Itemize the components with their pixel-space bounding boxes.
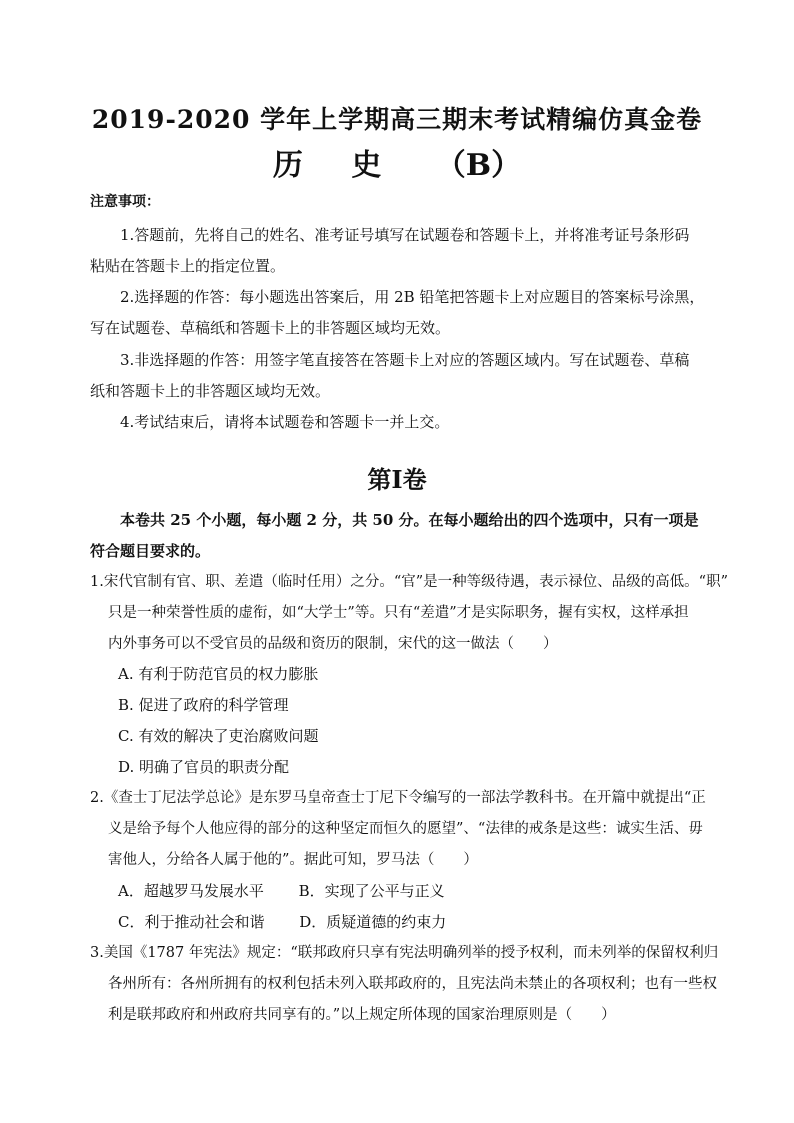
subject-char-2: 史 <box>351 148 382 183</box>
question-1-stem: 1.宋代官制有官、职、差遣（临时任用）之分。“官”是一种等级待遇，表示禄位、品级的高低。“职” <box>90 574 728 590</box>
question-1-stem: 只是一种荣誉性质的虚衔，如“大学士”等。只有“差遣”才是实际职务，握有实权，这样承担 <box>108 605 689 621</box>
question-1-option-a: A. 有利于防范官员的权力膨胀 <box>118 665 319 683</box>
question-1-option-d: D. 明确了官员的职责分配 <box>118 758 290 776</box>
question-2-stem: 义是给予每个人他应得的部分的这种坚定而恒久的愿望”、“法律的戒条是这些：诚实生活、毋 <box>108 821 703 837</box>
section-instruction: 本卷共 25 个小题，每小题 2 分，共 50 分。在每小题给出的四个选项中，只有一项是 <box>120 511 699 529</box>
exam-title: 2019-2020 学年上学期高三期末考试精编仿真金卷 <box>91 105 703 134</box>
notice-line: 3.非选择题的作答：用签字笔直接答在答题卡上对应的答题区域内。写在试题卷、草稿 <box>120 351 690 369</box>
notice-line: 4.考试结束后，请将本试题卷和答题卡一并上交。 <box>120 413 450 431</box>
section-instruction: 符合题目要求的。 <box>90 542 211 560</box>
notice-line: 粘贴在答题卡上的指定位置。 <box>90 257 286 275</box>
question-1-stem: 内外事务可以不受官员的品级和资历的限制，宋代的这一做法（ ） <box>108 636 558 652</box>
notice-line: 纸和答题卡上的非答题区域均无效。 <box>90 382 331 400</box>
question-2-stem: 2.《查士丁尼法学总论》是东罗马皇帝查士丁尼下令编写的一部法学教科书。在开篇中就提出“正 <box>90 790 706 806</box>
question-2-options-cd: C．利于推动社会和谐 D．质疑道德的约束力 <box>118 913 447 931</box>
section-title: 第Ⅰ卷 <box>367 465 427 494</box>
notice-heading: 注意事项： <box>90 194 160 210</box>
notice-line: 2.选择题的作答：每小题选出答案后，用 2B 铅笔把答题卡上对应题目的答案标号涂黑， <box>120 288 705 306</box>
question-3-stem: 利是联邦政府和州政府共同享有的。”以上规定所体现的国家治理原则是（ ） <box>108 1007 616 1023</box>
paper-version: （B） <box>435 148 522 183</box>
question-2-stem: 害他人，分给各人属于他的”。据此可知，罗马法（ ） <box>108 852 478 868</box>
question-1-option-b: B. 促进了政府的科学管理 <box>118 696 289 714</box>
notice-line: 1.答题前，先将自己的姓名、准考证号填写在试题卷和答题卡上，并将准考证号条形码 <box>120 226 690 244</box>
notice-line: 写在试题卷、草稿纸和答题卡上的非答题区域均无效。 <box>90 319 451 337</box>
question-2-options-ab: A．超越罗马发展水平 B．实现了公平与正义 <box>118 882 445 900</box>
question-3-stem: 3.美国《1787 年宪法》规定：“联邦政府只享有宪法明确列举的授予权利，而未列举的保留权利归 <box>90 945 719 961</box>
question-1-option-c: C. 有效的解决了吏治腐败问题 <box>118 727 319 745</box>
subject-heading <box>0 140 794 184</box>
subject-char-1: 历 <box>272 148 303 183</box>
question-3-stem: 各州所有：各州所拥有的权利包括未列入联邦政府的，且宪法尚未禁止的各项权利；也有一些权 <box>108 976 717 992</box>
